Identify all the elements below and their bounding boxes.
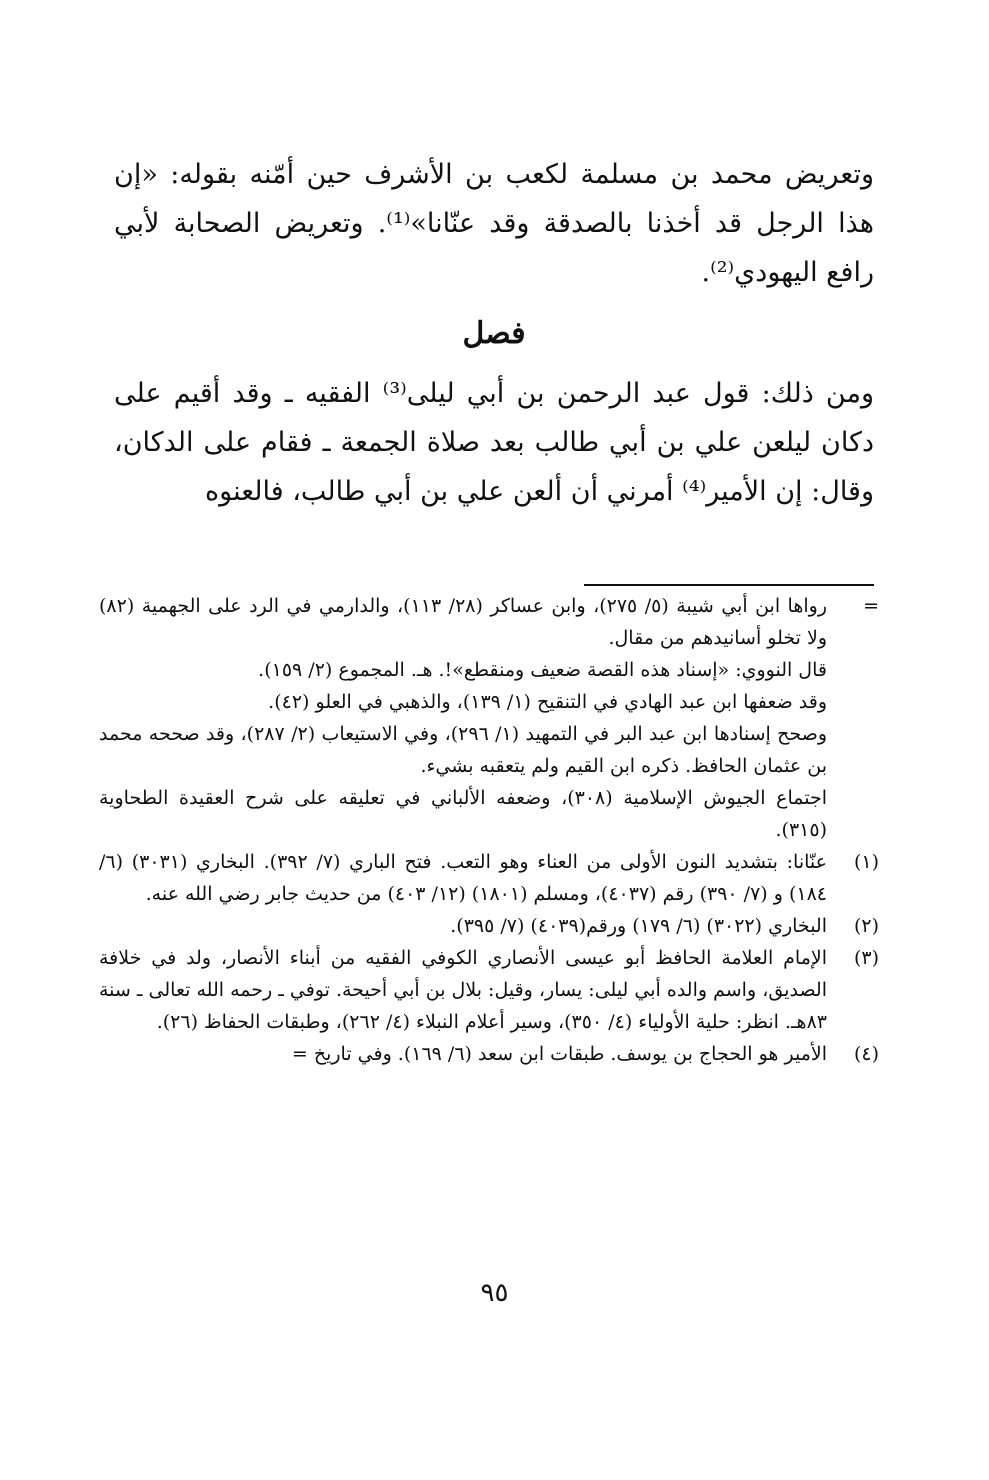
footnote-continuation (99, 590, 879, 846)
footnote-marker: (٣) (853, 947, 879, 969)
footnote-body: البخاري (٣٠٢٢) (٦/ ١٧٩) ورقم(٤٠٣٩) (٧/ ٣٩٥). (450, 915, 827, 937)
footnote-line: رواها ابن أبي شيبة (٥/ ٢٧٥)، وابن عساكر (٢٨/ ١١٣)، والدارمي في الرد على الجهمية (٨٢) ولا تخلو أسانيدهم من مقال. (99, 595, 827, 649)
section-heading: فصل (462, 316, 526, 351)
footnote-line: وصحح إسنادها ابن عبد البر في التمهيد (١/ ٢٩٦)، وفي الاستيعاب (٢/ ٢٨٧)، وقد صححه محمد بن عثمان الحافظ. ذكره ابن القيم ولم يتعقبه بشيء. (99, 723, 827, 777)
footnote-line: اجتماع الجيوش الإسلامية (٣٠٨)، وضعفه الألباني في تعليقه على شرح العقيدة الطحاوية (٣١٥). (99, 787, 827, 841)
footnote-2 (99, 910, 879, 942)
footnote-body: عنّانا: بتشديد النون الأولى من العناء وهو التعب. فتح الباري (٧/ ٣٩٢). البخاري (٣٠٣١) (٦/ ١٨٤) و (٧/ ٣٩٠) رقم (٤٠٣٧)، ومسلم (١٨٠١) (١٢/ ٤٠٣) من حديث جابر رضي الله عنه. (99, 851, 827, 905)
footnote-marker: (١) (853, 851, 879, 873)
footnote-1 (99, 846, 879, 910)
page-number: ٩٥ (480, 1278, 509, 1308)
footnotes-block (99, 590, 879, 1070)
footnote-4 (99, 1038, 879, 1070)
footnote-marker: (٤) (853, 1043, 879, 1065)
footnote-marker: (٢) (853, 915, 879, 937)
footnote-divider (584, 584, 874, 586)
footnote-line: وقد ضعفها ابن عبد الهادي في التنقيح (١/ ١٣٩)، والذهبي في العلو (٤٢). (268, 691, 827, 713)
footnote-body (99, 590, 827, 846)
main-paragraph-2: ومن ذلك: قول عبد الرحمن بن أبي ليلى⁽³⁾ الفقيه ـ وقد أقيم على دكان ليلعن علي بن أبي طالب بعد صلاة الجمعة ـ فقام على الدكان، وقال: إن الأمير⁽⁴⁾ أمرني أن ألعن علي بن أبي طالب، فالعنوه (114, 378, 874, 507)
main-paragraph-1: وتعريض محمد بن مسلمة لكعب بن الأشرف حين أمّنه بقوله: «إن هذا الرجل قد أخذنا بالصدقة وقد عنّانا»⁽¹⁾. وتعريض الصحابة لأبي رافع اليهودي⁽²⁾. (114, 159, 874, 288)
footnote-body: الأمير هو الحجاج بن يوسف. طبقات ابن سعد (٦/ ١٦٩). وفي تاريخ = (291, 1043, 827, 1065)
main-text-block (114, 150, 874, 516)
footnote-marker: = (863, 595, 879, 617)
footnote-body: الإمام العلامة الحافظ أبو عيسى الأنصاري الكوفي الفقيه من أبناء الأنصار، ولد في خلافة الصديق، واسم والده أبي ليلى: يسار، وقيل: بلال بن أبي أحيحة. توفي ـ رحمه الله تعالى ـ سنة ٨٣هـ. انظر: حلية الأولياء (٤/ ٣٥٠)، وسير أعلام النبلاء (٤/ ٢٦٢)، وطبقات الحفاظ (٢٦). (99, 947, 827, 1033)
footnote-3 (99, 942, 879, 1038)
footnote-line: قال النووي: «إسناد هذه القصة ضعيف ومنقطع»!. هـ. المجموع (٢/ ١٥٩). (258, 659, 827, 681)
